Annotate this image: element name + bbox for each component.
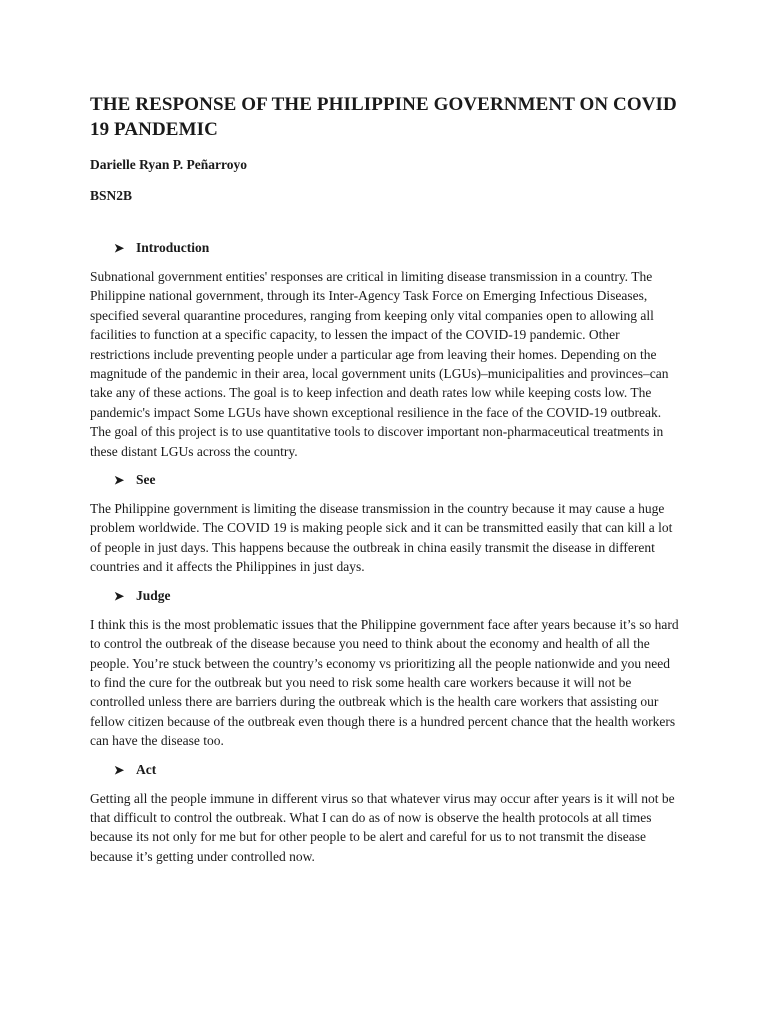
section-see — [90, 471, 682, 577]
arrow-bullet-icon: ➤ — [114, 473, 125, 488]
section-act — [90, 761, 682, 867]
section-heading — [114, 587, 682, 605]
section-paragraph: I think this is the most problematic issues that the Philippine government face after years because it’s so hard to control the outbreak of the disease because you need to think about the economy and health of all the people. You’re stuck between the country’s economy vs prioritizing all the people nationwide and you need to find the cure for the outbreak but you need to risk some health care workers because it will not be controlled unless there are barriers during the outbreak which is the health care workers that assisting our fellow citizen because of the outbreak even though there is a hundred percent chance that the health workers can have the disease too. — [90, 616, 679, 749]
section-heading-label: Judge — [136, 587, 171, 603]
arrow-bullet-icon: ➤ — [114, 241, 125, 255]
section-heading-label: Introduction — [136, 240, 210, 255]
section-heading-label: See — [136, 472, 156, 488]
arrow-bullet-icon: ➤ — [114, 762, 125, 777]
section-paragraph: The Philippine government is limiting the disease transmission in the country because it may cause a huge problem worldwide. The COVID 19 is making people sick and it can be transmitted easily that can kill a lot of people in just days. This happens because the outbreak in china easily transmit the disease in different countries and it affects the Philippines in just days. — [90, 501, 673, 575]
author-name: Darielle Ryan P. Peñarroyo — [90, 157, 248, 172]
arrow-bullet-icon: ➤ — [114, 588, 125, 603]
section-heading — [114, 761, 682, 779]
course-section: BSN2B — [90, 188, 133, 203]
section-heading-label: Act — [136, 761, 157, 777]
section-paragraph: Subnational government entities' responses are critical in limiting disease transmission in a country. The Philippine national government, through its Inter-Agency Task Force on Emerging Infectious Diseases, specified several quarantine procedures, ranging from keeping only vital companies open to allowing all facilities to function at a specific capacity, to lessen the impact of the COVID-19 pandemic. Other restrictions include preventing people under a particular age from leaving their homes. Depending on the magnitude of the pandemic in their area, local government units (LGUs)–municipalities and provinces–can take any of these actions. The goal is to keep infection and death rates low while keeping costs low. The pandemic's impact Some LGUs have shown exceptional resilience in the face of the COVID-19 outbreak. The goal of this project is to use quantitative tools to discover important non-pharmaceutical treatments in these distant LGUs across the country. — [90, 269, 669, 459]
section-judge — [90, 587, 682, 751]
document-page — [90, 92, 682, 876]
section-paragraph: Getting all the people immune in different virus so that whatever virus may occur after years is it will not be that difficult to control the outbreak. What I can do as of now is observe the health protocols at all times because its not only for me but for other people to be alert and careful for us to not transmit the disease because it’s getting under controlled now. — [90, 790, 675, 864]
section-heading — [114, 239, 682, 257]
section-introduction — [90, 239, 682, 461]
document-title: THE RESPONSE OF THE PHILIPPINE GOVERNMENT ON COVID 19 PANDEMIC — [90, 94, 677, 140]
section-heading — [114, 471, 682, 489]
